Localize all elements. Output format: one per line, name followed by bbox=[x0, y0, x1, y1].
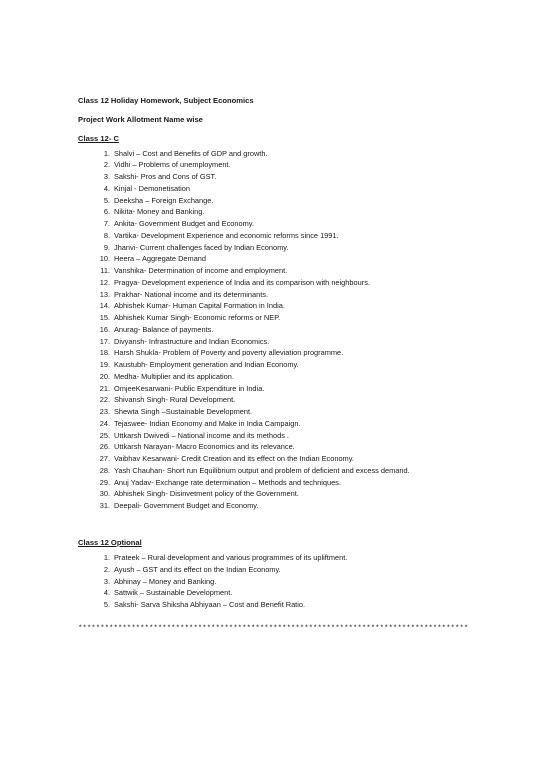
list-item-number: 2. bbox=[103, 564, 110, 574]
list-item-number: 21. bbox=[99, 383, 110, 393]
list-item bbox=[78, 148, 410, 160]
list-item-number: 13. bbox=[99, 289, 110, 299]
list-item-text: Sakshi- Sarva Shiksha Abhiyaan – Cost and Benefit Ratio. bbox=[114, 600, 306, 609]
list-item bbox=[78, 488, 410, 500]
list-item-text: Abhishek Kumar- Human Capital Formation in India. bbox=[114, 301, 285, 311]
list-item-text: Vidhi – Problems of unemployment. bbox=[114, 160, 231, 170]
list-item-text: Vaibhav Kesarwani- Credit Creation and its effect on the Indian Economy. bbox=[114, 454, 354, 463]
list-item-number: 16. bbox=[99, 324, 110, 334]
list-item-text: Kaustubh- Employment generation and Indian Economy. bbox=[114, 360, 299, 369]
list-item-text: Uttkarsh Dwivedi – National income and its methods . bbox=[114, 430, 289, 440]
list-item-number: 5. bbox=[103, 600, 110, 609]
list-item-number: 11. bbox=[100, 266, 110, 275]
list-item-text: Deepali- Government Budget and Economy. bbox=[114, 501, 259, 510]
list-item-text: Vanshika- Determination of income and employment. bbox=[114, 266, 288, 275]
list-item-text: Sakshi- Pros and Cons of GST. bbox=[114, 172, 217, 181]
list-item-number: 7. bbox=[103, 219, 110, 228]
list-item bbox=[78, 394, 410, 406]
list-item bbox=[78, 195, 410, 207]
list-item-text: Shalvi – Cost and Benefits of GDP and growth. bbox=[114, 148, 268, 158]
list-item-text: Abhishek Singh- Disinvetment policy of the Government. bbox=[114, 489, 299, 499]
section-heading-class-12-optional: Class 12 Optional bbox=[78, 538, 142, 547]
list-item-number: 4. bbox=[103, 588, 110, 598]
list-item-number: 12. bbox=[99, 277, 110, 287]
list-item bbox=[78, 230, 410, 242]
list-item-text: Harsh Shukla- Problem of Poverty and poverty alleviation programme. bbox=[114, 348, 344, 358]
list-item bbox=[78, 564, 347, 576]
list-item-text: Deeksha – Foreign Exchange. bbox=[114, 195, 214, 205]
list-item bbox=[78, 599, 347, 611]
list-item bbox=[78, 218, 410, 230]
list-item-text: Jhanvi- Current challenges faced by Indian Economy. bbox=[114, 242, 289, 252]
list-item bbox=[78, 587, 347, 599]
list-item-number: 26. bbox=[99, 442, 110, 452]
list-item-text: Medha- Multiplier and its application. bbox=[114, 371, 234, 381]
list-item bbox=[78, 289, 410, 301]
asterisk-divider: **************************************************************************************** bbox=[78, 625, 469, 633]
list-item-number: 8. bbox=[103, 230, 110, 240]
list-item bbox=[78, 242, 410, 254]
list-item bbox=[78, 371, 410, 383]
list-item-text: OmjeeKesarwani- Public Expenditure in India. bbox=[114, 383, 265, 393]
list-item-number: 25. bbox=[99, 430, 110, 440]
list-item-number: 2. bbox=[103, 160, 110, 170]
list-item-number: 18. bbox=[99, 348, 110, 358]
list-item-number: 9. bbox=[103, 242, 110, 252]
list-item-number: 5. bbox=[103, 195, 110, 205]
list-item bbox=[78, 324, 410, 336]
list-item-number: 23. bbox=[99, 407, 110, 416]
list-item-text: Uttkarsh Narayan- Macro Economics and its relevance. bbox=[114, 442, 295, 452]
list-item bbox=[78, 453, 410, 465]
list-item-text: Ankita- Government Budget and Economy. bbox=[114, 219, 254, 228]
list-item-number: 17. bbox=[99, 336, 110, 346]
list-item-text: Yash Chauhan- Short run Equilibrium output and problem of deficient and excess demand. bbox=[114, 465, 410, 475]
list-item-number: 24. bbox=[99, 418, 110, 428]
list-item bbox=[78, 253, 410, 265]
list-item-text: Shivansh Singh- Rural Development. bbox=[114, 395, 236, 405]
list-item-text: Heera – Aggregate Demand bbox=[114, 254, 207, 264]
list-item bbox=[78, 441, 410, 453]
list-item-number: 10. bbox=[99, 254, 110, 264]
list-item-number: 20. bbox=[99, 371, 110, 381]
list-item bbox=[78, 418, 410, 430]
list-item-number: 6. bbox=[103, 207, 110, 217]
list-item-text: Anurag- Balance of payments. bbox=[114, 324, 214, 334]
list-item-number: 4. bbox=[103, 183, 110, 193]
document-subtitle: Project Work Allotment Name wise bbox=[78, 115, 203, 124]
list-item bbox=[78, 277, 410, 289]
list-item-text: Divyansh- Infrastructure and Indian Economics. bbox=[114, 336, 270, 346]
list-item bbox=[78, 359, 410, 371]
list-item bbox=[78, 183, 410, 195]
list-item bbox=[78, 300, 410, 312]
list-item bbox=[78, 265, 410, 277]
list-item-number: 27. bbox=[99, 454, 110, 463]
list-item-number: 1. bbox=[103, 553, 110, 562]
list-item-text: Vartika- Development Experience and economic reforms since 1991. bbox=[114, 230, 339, 240]
list-item bbox=[78, 576, 347, 588]
list-item-number: 22. bbox=[99, 395, 110, 405]
list-item-text: Pragya- Development experience of India and its comparison with neighbours. bbox=[114, 277, 370, 287]
list-item bbox=[78, 465, 410, 477]
project-list-class-12-optional bbox=[78, 552, 347, 611]
list-item bbox=[78, 552, 347, 564]
list-item-number: 3. bbox=[103, 172, 110, 181]
list-item-number: 28. bbox=[99, 465, 110, 475]
list-item-text: Anuj Yadav- Exchange rate determination – Methods and techniques. bbox=[114, 477, 341, 487]
list-item bbox=[78, 477, 410, 489]
list-item-text: Ayush – GST and its effect on the Indian Economy. bbox=[114, 564, 281, 574]
list-item-text: Abhinay – Money and Banking. bbox=[114, 576, 217, 586]
list-item-number: 3. bbox=[103, 576, 110, 586]
list-item-text: Kinjal - Demonetisation bbox=[114, 183, 190, 193]
list-item-number: 31. bbox=[99, 501, 110, 510]
list-item-text: Sattwik – Sustainable Development. bbox=[114, 588, 233, 598]
list-item-text: Prakhar- National income and its determinants. bbox=[114, 289, 269, 299]
list-item-text: Shewta Singh –Sustainable Development. bbox=[114, 407, 253, 416]
list-item bbox=[78, 159, 410, 171]
list-item bbox=[78, 430, 410, 442]
list-item-number: 14. bbox=[99, 301, 110, 311]
project-list-class-12-c bbox=[78, 148, 410, 512]
list-item-number: 29. bbox=[99, 477, 110, 487]
list-item-text: Nikita- Money and Banking. bbox=[114, 207, 205, 217]
list-item bbox=[78, 383, 410, 395]
list-item-number: 15. bbox=[99, 313, 110, 322]
section-heading-class-12-c: Class 12- C bbox=[78, 134, 119, 143]
list-item-number: 1. bbox=[103, 148, 110, 158]
document-title: Class 12 Holiday Homework, Subject Economics bbox=[78, 96, 254, 105]
list-item bbox=[78, 500, 410, 512]
list-item-text: Abhishek Kumar Singh- Economic reforms or NEP. bbox=[114, 313, 281, 322]
list-item-number: 19. bbox=[99, 360, 110, 369]
list-item bbox=[78, 336, 410, 348]
list-item-text: Prateek – Rural development and various programmes of its upliftment. bbox=[114, 553, 348, 562]
list-item bbox=[78, 406, 410, 418]
list-item bbox=[78, 312, 410, 324]
list-item bbox=[78, 171, 410, 183]
list-item bbox=[78, 347, 410, 359]
list-item-text: Tejaswee- Indian Economy and Make in India Campaign. bbox=[114, 418, 301, 428]
list-item-number: 30. bbox=[99, 489, 110, 499]
list-item bbox=[78, 206, 410, 218]
